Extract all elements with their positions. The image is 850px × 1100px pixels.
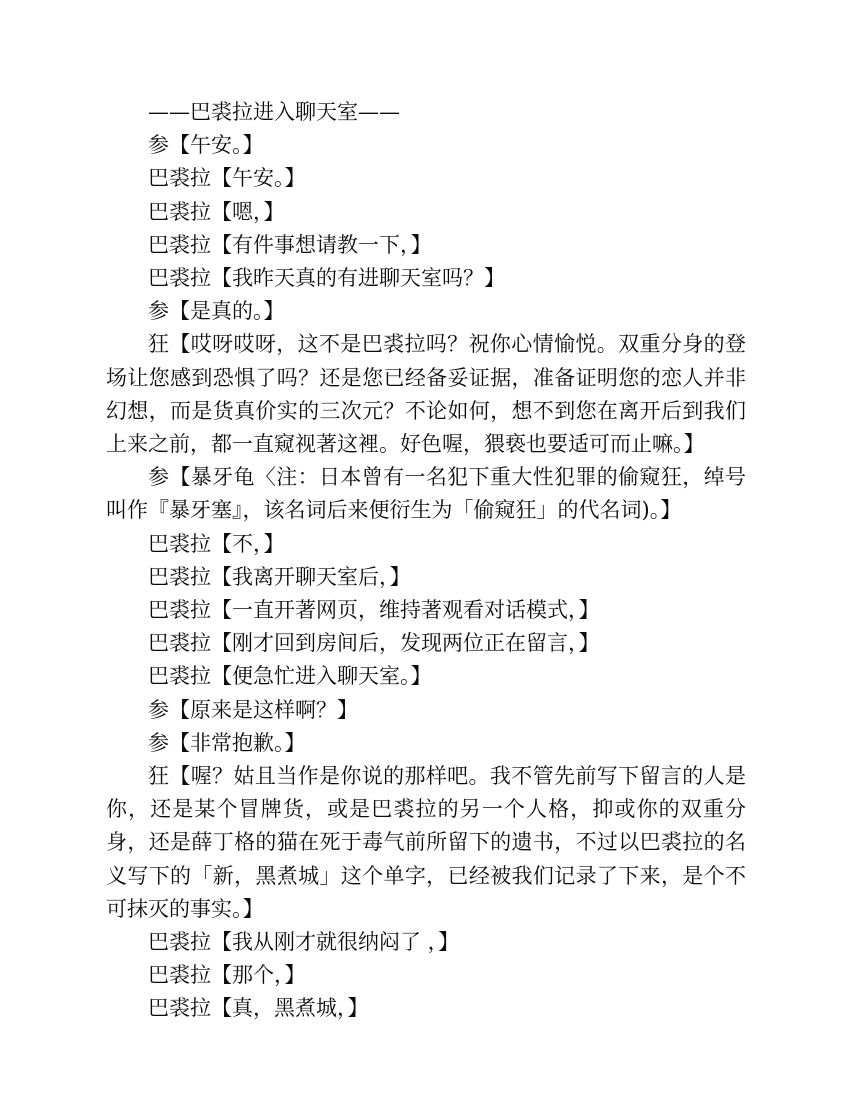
paragraph: 参【非常抱歉。】: [148, 730, 306, 755]
paragraph: 参【原来是这样啊？】: [148, 697, 358, 722]
paragraph: 巴裘拉【那个，】: [148, 963, 306, 988]
paragraph: 巴裘拉【便急忙进入聊天室。】: [148, 664, 432, 689]
paragraph: 巴裘拉【刚才回到房间后，发现两位正在留言，】: [148, 631, 600, 656]
paragraph: 参【暴牙龟〈注：日本曾有一名犯下重大性犯罪的偷窥狂，绰号叫作『暴牙塞』，该名词后来便衍生为「偷窥狂」的代名词)。】: [106, 465, 746, 523]
paragraph: 巴裘拉【嗯，】: [148, 199, 285, 224]
paragraph: 巴裘拉【我离开聊天室后，】: [148, 564, 411, 589]
paragraph: 狂【哎呀哎呀，这不是巴裘拉吗？祝你心情愉悦。双重分身的登场让您感到恐惧了吗？还是您已经备妥证据，准备证明您的恋人并非幻想，而是货真价实的三次元？不论如何，想不到您在离开后到我们上来之前，都一直窥视著这裡。好色喔，猥亵也要适可而止嘛。】: [106, 332, 746, 457]
paragraph: 巴裘拉【不，】: [148, 531, 285, 556]
paragraph: 狂【喔？姑且当作是你说的那样吧。我不管先前写下留言的人是你，还是某个冒牌货，或是巴裘拉的另一个人格，抑或你的双重分身，还是薛丁格的猫在死于毒气前所留下的遗书，不过以巴裘拉的名义写下的「新，黑煮城」这个单字，已经被我们记录了下来，是个不可抹灭的事实。】: [106, 764, 746, 921]
paragraph: 巴裘拉【有件事想请教一下，】: [148, 232, 432, 257]
paragraph: 巴裘拉【一直开著网页，维持著观看对话模式，】: [148, 598, 600, 623]
paragraph: 巴裘拉【真，黑煮城，】: [148, 996, 369, 1021]
document-body: [106, 96, 746, 1026]
paragraph: 巴裘拉【午安。】: [148, 166, 306, 191]
paragraph: 参【是真的。】: [148, 299, 285, 324]
paragraph: ——巴裘拉进入聊天室——: [148, 100, 400, 124]
paragraph: 巴裘拉【我昨天真的有进聊天室吗？】: [148, 266, 505, 291]
paragraph: 参【午安。】: [148, 133, 264, 158]
paragraph: 巴裘拉【我从刚才就很纳闷了 ，】: [148, 930, 460, 955]
